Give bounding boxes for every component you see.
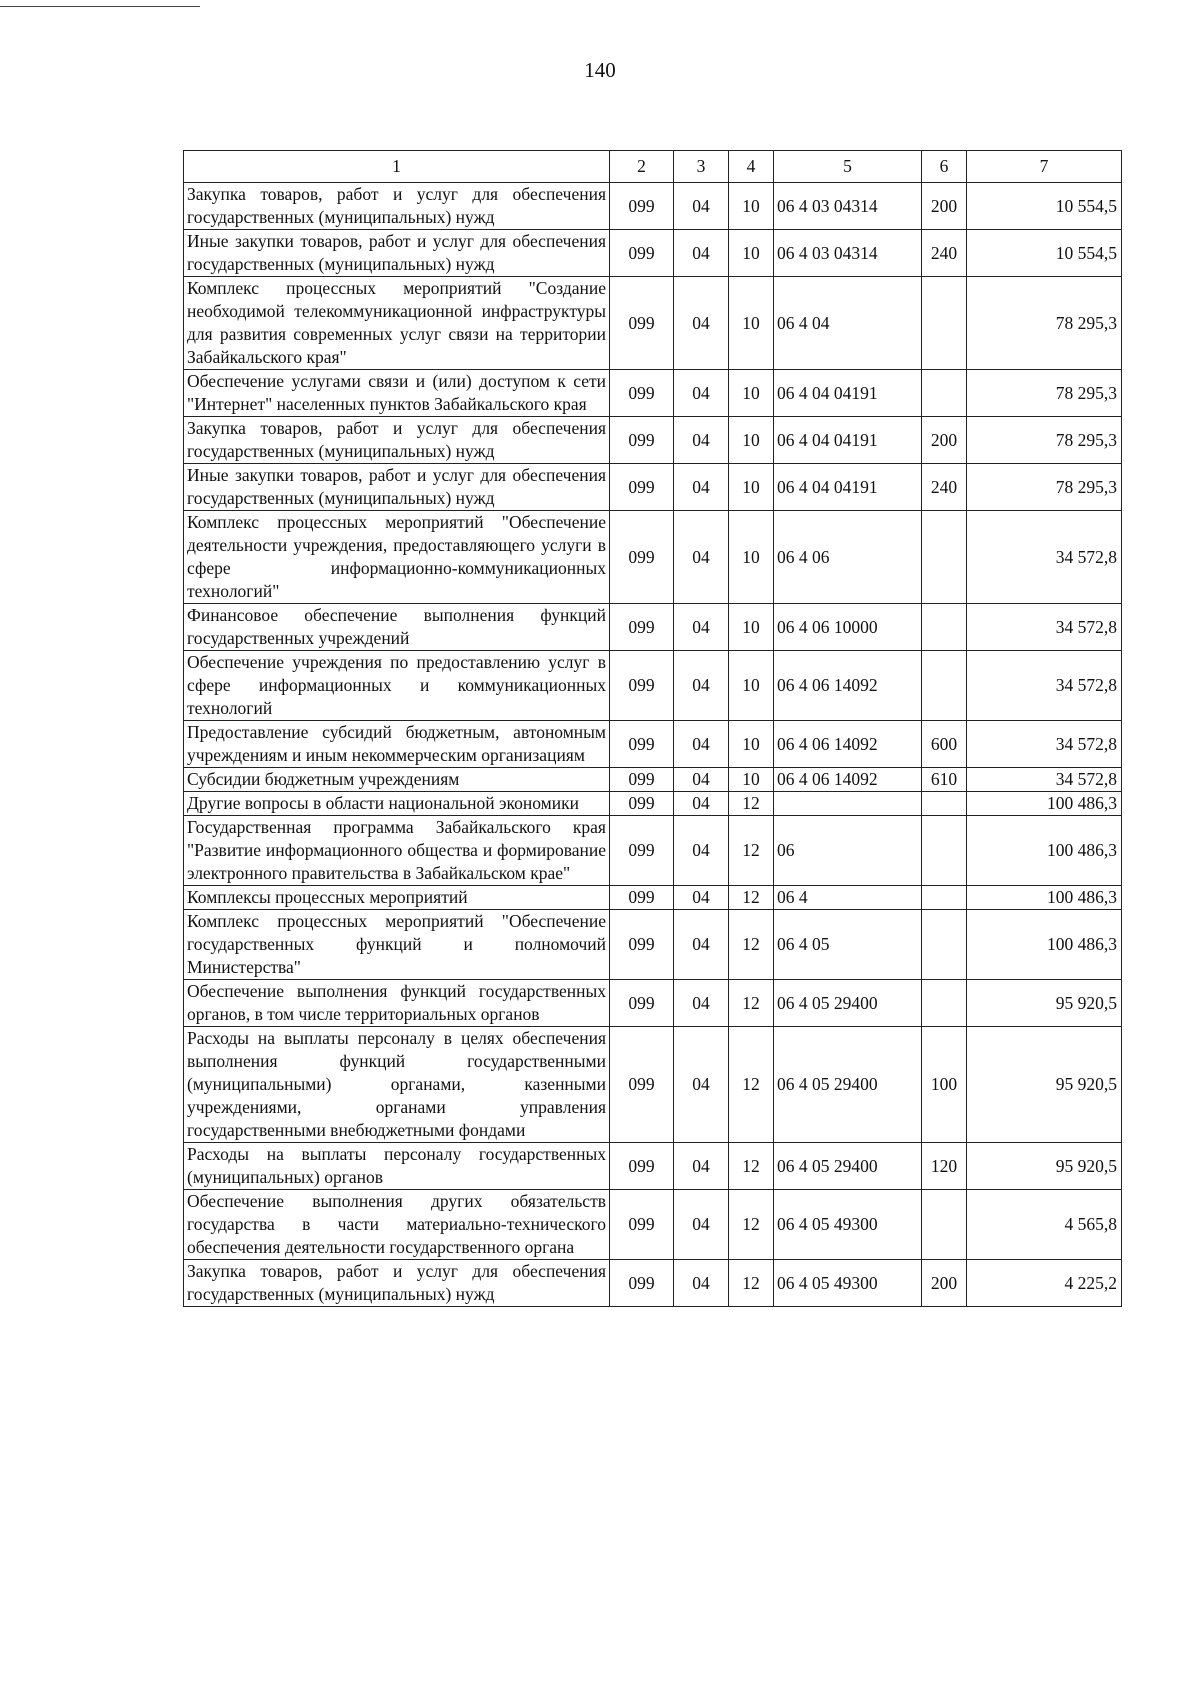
- subsection-code-cell: 12: [729, 980, 774, 1027]
- subsection-code-cell: 12: [729, 910, 774, 980]
- amount-cell: 34 572,8: [967, 604, 1122, 651]
- section-code-cell: 04: [674, 604, 729, 651]
- amount-cell: 34 572,8: [967, 651, 1122, 721]
- item-name-cell: Комплексы процессных мероприятий: [184, 886, 610, 910]
- section-code-cell: 04: [674, 886, 729, 910]
- item-name-cell: Обеспечение услугами связи и (или) доступом к сети "Интернет" населенных пунктов Забайкальского края: [184, 370, 610, 417]
- amount-cell: 78 295,3: [967, 464, 1122, 511]
- table-row: [184, 816, 1122, 886]
- ministry-code-cell: 099: [610, 886, 674, 910]
- section-code-cell: 04: [674, 651, 729, 721]
- table-row: [184, 792, 1122, 816]
- section-code-cell: 04: [674, 370, 729, 417]
- item-name-cell: Обеспечение выполнения функций государственных органов, в том числе территориальных органов: [184, 980, 610, 1027]
- expense-type-cell: [922, 604, 967, 651]
- target-article-cell: 06 4 06: [774, 511, 922, 604]
- header-cell: 3: [674, 151, 729, 183]
- section-code-cell: 04: [674, 980, 729, 1027]
- ministry-code-cell: 099: [610, 768, 674, 792]
- amount-cell: 34 572,8: [967, 511, 1122, 604]
- amount-cell: 4 225,2: [967, 1260, 1122, 1307]
- amount-cell: 100 486,3: [967, 816, 1122, 886]
- target-article-cell: 06 4 05: [774, 910, 922, 980]
- subsection-code-cell: 12: [729, 792, 774, 816]
- ministry-code-cell: 099: [610, 1190, 674, 1260]
- amount-cell: 4 565,8: [967, 1190, 1122, 1260]
- item-name-cell: Иные закупки товаров, работ и услуг для обеспечения государственных (муниципальных) нужд: [184, 230, 610, 277]
- target-article-cell: 06 4 05 29400: [774, 1143, 922, 1190]
- expense-type-cell: [922, 1190, 967, 1260]
- ministry-code-cell: 099: [610, 1143, 674, 1190]
- item-name-cell: Расходы на выплаты персоналу в целях обеспечения выполнения функций государственными (муниципальными) органами, казенными учреждениями, органами управления государственными внебюджетными фондами: [184, 1027, 610, 1143]
- expense-type-cell: 120: [922, 1143, 967, 1190]
- table-row: [184, 1143, 1122, 1190]
- target-article-cell: 06 4 04: [774, 277, 922, 370]
- item-name-cell: Закупка товаров, работ и услуг для обеспечения государственных (муниципальных) нужд: [184, 183, 610, 230]
- ministry-code-cell: 099: [610, 1027, 674, 1143]
- expense-type-cell: [922, 980, 967, 1027]
- expense-type-cell: [922, 651, 967, 721]
- item-name-cell: Иные закупки товаров, работ и услуг для обеспечения государственных (муниципальных) нужд: [184, 464, 610, 511]
- ministry-code-cell: 099: [610, 183, 674, 230]
- table-row: [184, 1190, 1122, 1260]
- target-article-cell: 06 4 05 29400: [774, 980, 922, 1027]
- subsection-code-cell: 10: [729, 768, 774, 792]
- expense-type-cell: 200: [922, 417, 967, 464]
- amount-cell: 10 554,5: [967, 183, 1122, 230]
- subsection-code-cell: 12: [729, 1190, 774, 1260]
- page-number: 140: [584, 58, 616, 82]
- ministry-code-cell: 099: [610, 511, 674, 604]
- subsection-code-cell: 10: [729, 370, 774, 417]
- target-article-cell: 06 4 05 49300: [774, 1190, 922, 1260]
- ministry-code-cell: 099: [610, 651, 674, 721]
- ministry-code-cell: 099: [610, 721, 674, 768]
- table-row: [184, 230, 1122, 277]
- ministry-code-cell: 099: [610, 417, 674, 464]
- item-name-cell: Предоставление субсидий бюджетным, автономным учреждениям и иным некоммерческим организациям: [184, 721, 610, 768]
- section-code-cell: 04: [674, 721, 729, 768]
- amount-cell: 100 486,3: [967, 886, 1122, 910]
- target-article-cell: 06 4 06 14092: [774, 768, 922, 792]
- ministry-code-cell: 099: [610, 910, 674, 980]
- section-code-cell: 04: [674, 511, 729, 604]
- target-article-cell: 06 4 06 14092: [774, 721, 922, 768]
- subsection-code-cell: 12: [729, 1260, 774, 1307]
- ministry-code-cell: 099: [610, 1260, 674, 1307]
- subsection-code-cell: 10: [729, 183, 774, 230]
- target-article-cell: 06 4 06 10000: [774, 604, 922, 651]
- subsection-code-cell: 10: [729, 604, 774, 651]
- target-article-cell: 06: [774, 816, 922, 886]
- table-body: [184, 183, 1122, 1307]
- expense-type-cell: [922, 511, 967, 604]
- item-name-cell: Закупка товаров, работ и услуг для обеспечения государственных (муниципальных) нужд: [184, 1260, 610, 1307]
- expense-type-cell: [922, 792, 967, 816]
- subsection-code-cell: 10: [729, 651, 774, 721]
- expense-type-cell: 610: [922, 768, 967, 792]
- section-code-cell: 04: [674, 417, 729, 464]
- item-name-cell: Комплекс процессных мероприятий "Обеспечение деятельности учреждения, предоставляющего услуги в сфере информационно-коммуникационных технологий": [184, 511, 610, 604]
- expense-type-cell: [922, 910, 967, 980]
- item-name-cell: Комплекс процессных мероприятий "Создание необходимой телекоммуникационной инфраструктуры для развития современных услуг связи на территории Забайкальского края": [184, 277, 610, 370]
- ministry-code-cell: 099: [610, 604, 674, 651]
- amount-cell: 100 486,3: [967, 792, 1122, 816]
- header-cell: 6: [922, 151, 967, 183]
- subsection-code-cell: 10: [729, 511, 774, 604]
- header-row: [184, 151, 1122, 183]
- subsection-code-cell: 12: [729, 886, 774, 910]
- section-code-cell: 04: [674, 792, 729, 816]
- table-row: [184, 370, 1122, 417]
- target-article-cell: 06 4 05 29400: [774, 1027, 922, 1143]
- subsection-code-cell: 12: [729, 816, 774, 886]
- table-row: [184, 464, 1122, 511]
- subsection-code-cell: 10: [729, 230, 774, 277]
- target-article-cell: 06 4 04 04191: [774, 370, 922, 417]
- target-article-cell: 06 4 06 14092: [774, 651, 922, 721]
- amount-cell: 95 920,5: [967, 980, 1122, 1027]
- item-name-cell: Расходы на выплаты персоналу государственных (муниципальных) органов: [184, 1143, 610, 1190]
- subsection-code-cell: 10: [729, 464, 774, 511]
- table-row: [184, 1027, 1122, 1143]
- top-rule: [0, 6, 200, 7]
- item-name-cell: Субсидии бюджетным учреждениям: [184, 768, 610, 792]
- expense-type-cell: [922, 277, 967, 370]
- subsection-code-cell: 10: [729, 721, 774, 768]
- ministry-code-cell: 099: [610, 792, 674, 816]
- expense-type-cell: [922, 886, 967, 910]
- expense-type-cell: 240: [922, 230, 967, 277]
- expense-type-cell: 200: [922, 183, 967, 230]
- header-cell: 5: [774, 151, 922, 183]
- subsection-code-cell: 12: [729, 1143, 774, 1190]
- subsection-code-cell: 10: [729, 417, 774, 464]
- amount-cell: 100 486,3: [967, 910, 1122, 980]
- amount-cell: 95 920,5: [967, 1027, 1122, 1143]
- section-code-cell: 04: [674, 768, 729, 792]
- section-code-cell: 04: [674, 277, 729, 370]
- target-article-cell: 06 4 04 04191: [774, 464, 922, 511]
- expense-type-cell: [922, 816, 967, 886]
- item-name-cell: Обеспечение выполнения других обязательств государства в части материально-технического обеспечения деятельности государственного органа: [184, 1190, 610, 1260]
- table-row: [184, 1260, 1122, 1307]
- budget-table: [183, 150, 1122, 1307]
- table-row: [184, 768, 1122, 792]
- amount-cell: 10 554,5: [967, 230, 1122, 277]
- item-name-cell: Другие вопросы в области национальной экономики: [184, 792, 610, 816]
- item-name-cell: Закупка товаров, работ и услуг для обеспечения государственных (муниципальных) нужд: [184, 417, 610, 464]
- target-article-cell: [774, 792, 922, 816]
- target-article-cell: 06 4 04 04191: [774, 417, 922, 464]
- section-code-cell: 04: [674, 1027, 729, 1143]
- table-row: [184, 721, 1122, 768]
- amount-cell: 34 572,8: [967, 768, 1122, 792]
- section-code-cell: 04: [674, 1143, 729, 1190]
- section-code-cell: 04: [674, 910, 729, 980]
- ministry-code-cell: 099: [610, 464, 674, 511]
- expense-type-cell: 200: [922, 1260, 967, 1307]
- table-row: [184, 604, 1122, 651]
- section-code-cell: 04: [674, 816, 729, 886]
- ministry-code-cell: 099: [610, 980, 674, 1027]
- target-article-cell: 06 4 05 49300: [774, 1260, 922, 1307]
- header-cell: 1: [184, 151, 610, 183]
- section-code-cell: 04: [674, 230, 729, 277]
- header-cell: 7: [967, 151, 1122, 183]
- ministry-code-cell: 099: [610, 230, 674, 277]
- ministry-code-cell: 099: [610, 370, 674, 417]
- item-name-cell: Государственная программа Забайкальского края "Развитие информационного общества и формирование электронного правительства в Забайкальском крае": [184, 816, 610, 886]
- table-row: [184, 417, 1122, 464]
- subsection-code-cell: 12: [729, 1027, 774, 1143]
- table-row: [184, 886, 1122, 910]
- table-row: [184, 511, 1122, 604]
- amount-cell: 95 920,5: [967, 1143, 1122, 1190]
- expense-type-cell: [922, 370, 967, 417]
- amount-cell: 78 295,3: [967, 277, 1122, 370]
- expense-type-cell: 600: [922, 721, 967, 768]
- ministry-code-cell: 099: [610, 277, 674, 370]
- table-row: [184, 910, 1122, 980]
- section-code-cell: 04: [674, 1190, 729, 1260]
- amount-cell: 78 295,3: [967, 370, 1122, 417]
- item-name-cell: Обеспечение учреждения по предоставлению услуг в сфере информационных и коммуникационных технологий: [184, 651, 610, 721]
- table-row: [184, 651, 1122, 721]
- table-row: [184, 277, 1122, 370]
- ministry-code-cell: 099: [610, 816, 674, 886]
- expense-type-cell: 240: [922, 464, 967, 511]
- section-code-cell: 04: [674, 464, 729, 511]
- amount-cell: 34 572,8: [967, 721, 1122, 768]
- target-article-cell: 06 4: [774, 886, 922, 910]
- expense-type-cell: 100: [922, 1027, 967, 1143]
- subsection-code-cell: 10: [729, 277, 774, 370]
- header-cell: 4: [729, 151, 774, 183]
- amount-cell: 78 295,3: [967, 417, 1122, 464]
- section-code-cell: 04: [674, 183, 729, 230]
- table-row: [184, 183, 1122, 230]
- target-article-cell: 06 4 03 04314: [774, 230, 922, 277]
- table-header: [184, 151, 1122, 183]
- item-name-cell: Финансовое обеспечение выполнения функций государственных учреждений: [184, 604, 610, 651]
- item-name-cell: Комплекс процессных мероприятий "Обеспечение государственных функций и полномочий Министерства": [184, 910, 610, 980]
- header-cell: 2: [610, 151, 674, 183]
- target-article-cell: 06 4 03 04314: [774, 183, 922, 230]
- section-code-cell: 04: [674, 1260, 729, 1307]
- table-row: [184, 980, 1122, 1027]
